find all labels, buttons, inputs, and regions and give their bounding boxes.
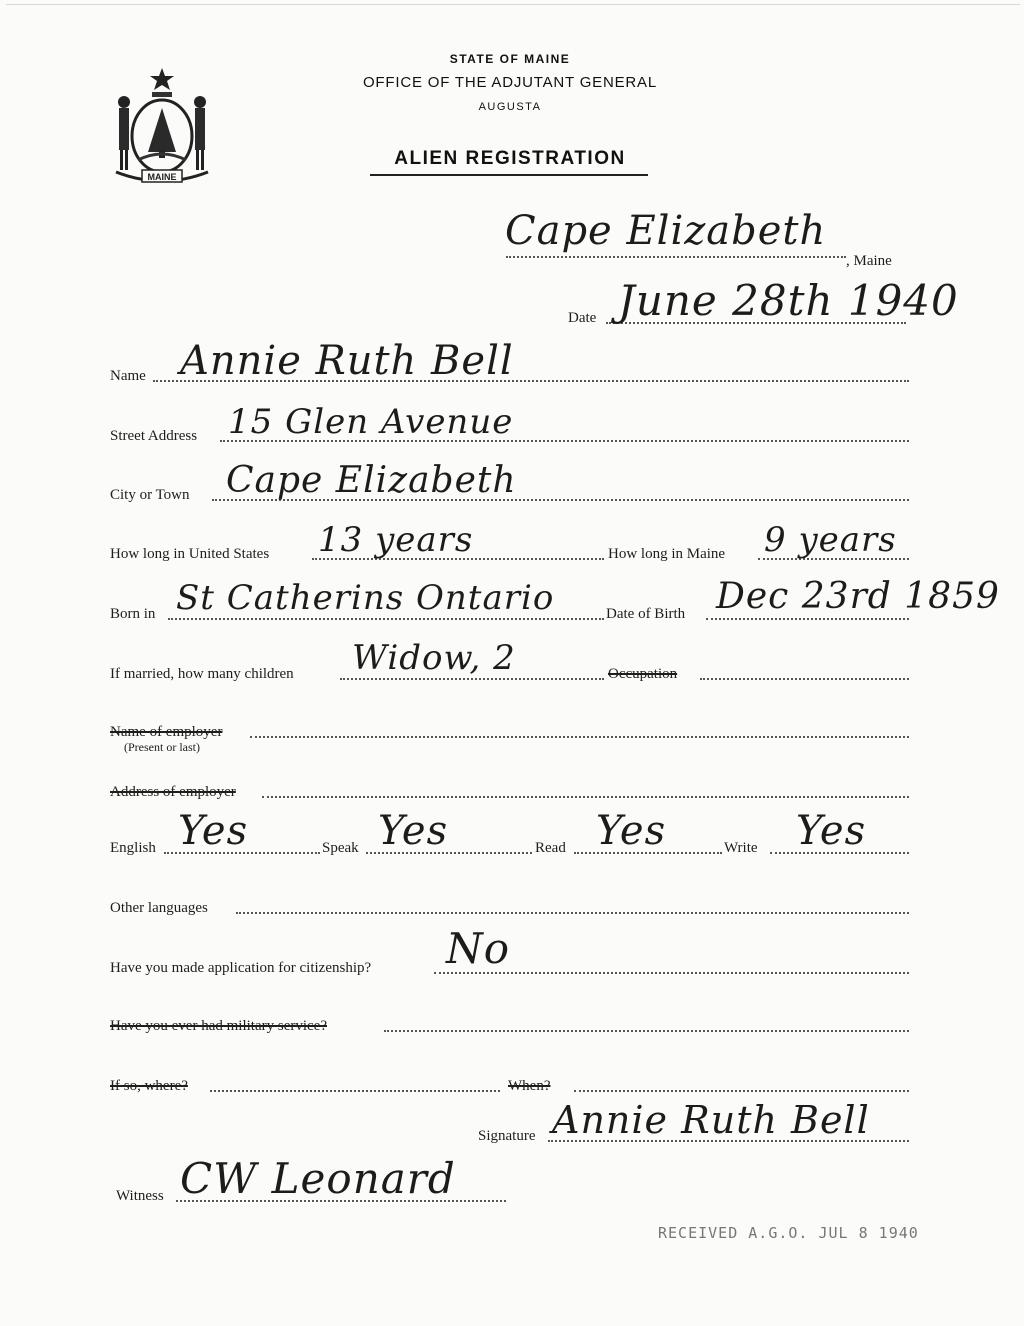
date-value[interactable]: June 28th 1940: [618, 276, 959, 325]
occupation-label: Occupation: [608, 666, 678, 682]
citizenship-label: Have you made application for citizenship?: [110, 960, 372, 976]
other-languages-label: Other languages: [110, 900, 208, 916]
born-in-line: [168, 618, 604, 620]
where-label: If so, where?: [110, 1078, 188, 1094]
street-value[interactable]: 15 Glen Avenue: [228, 402, 514, 442]
occupation-line: [700, 678, 909, 680]
us-duration-value[interactable]: 13 years: [318, 520, 474, 560]
header-office: OFFICE OF THE ADJUTANT GENERAL: [362, 74, 658, 91]
children-label: If married, how many children: [110, 666, 294, 682]
birth-date-label: Date of Birth: [606, 606, 686, 622]
speak-value[interactable]: Yes: [378, 808, 449, 854]
state-seal-icon: [108, 64, 216, 190]
maine-duration-value[interactable]: 9 years: [764, 520, 897, 560]
maine-duration-label: How long in Maine: [608, 546, 726, 562]
write-label: Write: [724, 840, 758, 856]
citizenship-value[interactable]: No: [446, 924, 511, 973]
employer-sublabel: (Present or last): [124, 740, 200, 754]
witness-value[interactable]: CW Leonard: [180, 1154, 456, 1203]
header-state: STATE OF MAINE: [449, 52, 571, 66]
witness-label: Witness: [116, 1188, 164, 1204]
write-value[interactable]: Yes: [796, 808, 867, 854]
born-in-label: Born in: [110, 606, 156, 622]
military-line: [384, 1030, 909, 1032]
where-line: [210, 1090, 500, 1092]
children-value[interactable]: Widow, 2: [352, 638, 516, 678]
born-in-value[interactable]: St Catherins Ontario: [176, 578, 555, 618]
city-town-label: City or Town: [110, 487, 190, 503]
name-value[interactable]: Annie Ruth Bell: [180, 338, 514, 384]
received-stamp: RECEIVED A.G.O. JUL 8 1940: [658, 1224, 919, 1242]
english-label: English: [110, 840, 156, 856]
employer-address-label: Address of employer: [110, 784, 236, 800]
read-label: Read: [535, 840, 566, 856]
military-label: Have you ever had military service?: [110, 1018, 327, 1034]
form-title: ALIEN REGISTRATION: [394, 148, 626, 169]
signature-label: Signature: [478, 1128, 536, 1144]
employer-address-line: [262, 796, 909, 798]
city-town-value[interactable]: Cape Elizabeth: [226, 460, 517, 501]
town-label: , Maine: [846, 253, 892, 269]
signature-value[interactable]: Annie Ruth Bell: [552, 1098, 870, 1142]
birth-date-line: [706, 618, 909, 620]
date-label: Date: [568, 310, 597, 326]
read-value[interactable]: Yes: [596, 808, 667, 854]
name-label: Name: [110, 368, 146, 384]
title-underline: [370, 174, 648, 176]
employer-label: Name of employer: [110, 724, 223, 740]
english-value[interactable]: Yes: [178, 808, 249, 854]
us-duration-label: How long in United States: [110, 546, 270, 562]
employer-line: [250, 736, 909, 738]
when-label: When?: [508, 1078, 551, 1094]
street-label: Street Address: [110, 428, 198, 444]
seal-label: MAINE: [147, 172, 177, 182]
other-languages-line: [236, 912, 909, 914]
when-line: [574, 1090, 909, 1092]
town-line: [506, 256, 846, 258]
header-city: AUGUSTA: [478, 101, 542, 113]
speak-label: Speak: [322, 840, 359, 856]
town-value[interactable]: Cape Elizabeth: [505, 208, 827, 254]
children-line: [340, 678, 604, 680]
birth-date-value[interactable]: Dec 23rd 1859: [716, 576, 1000, 617]
